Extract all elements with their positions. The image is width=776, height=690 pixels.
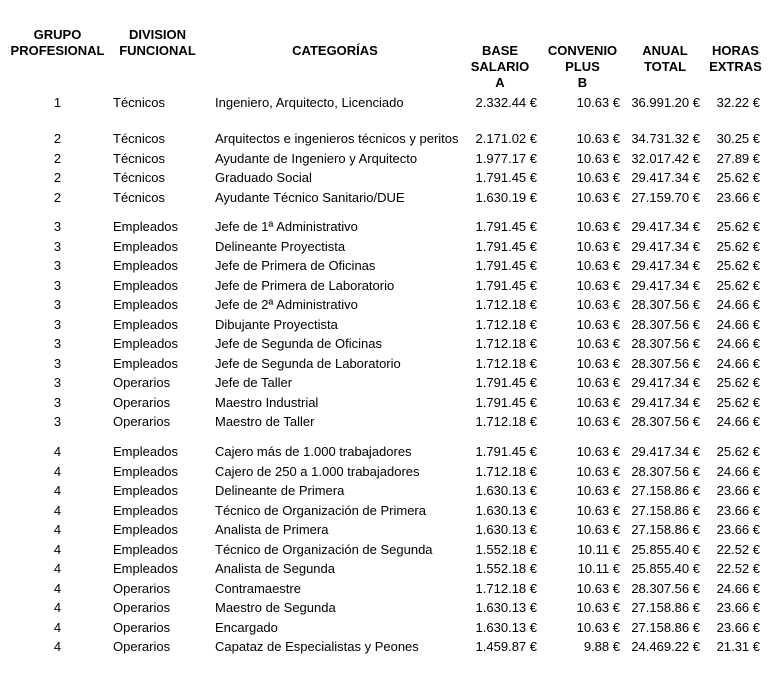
cell-grupo: 4 <box>53 600 62 615</box>
header-anual-total <box>625 27 705 91</box>
table-row <box>10 616 766 636</box>
header-line: CONVENIO <box>547 43 618 58</box>
cell-anual: 27.158.86 € <box>631 483 700 498</box>
table-row <box>10 128 766 148</box>
cell-division: Técnicos <box>113 131 166 146</box>
cell-categoria: Técnico de Organización de Primera <box>215 502 426 518</box>
cell-categoria: Dibujante Proyectista <box>215 316 338 332</box>
cell-anual: 28.307.56 € <box>631 414 700 429</box>
table-row <box>10 235 766 255</box>
cell-base: 2.332.44 € <box>475 94 537 110</box>
cell-convenio: 10.63 € <box>576 238 620 254</box>
cell-base: 1.791.45 € <box>475 219 537 234</box>
cell-division: Empleados <box>113 297 179 312</box>
salary-table <box>10 27 766 655</box>
cell-convenio: 10.63 € <box>576 414 620 429</box>
cell-convenio: 10.63 € <box>576 170 620 185</box>
cell-convenio: 10.63 € <box>576 394 620 410</box>
table-row <box>10 441 766 461</box>
cell-horas: 25.62 € <box>716 219 760 234</box>
cell-categoria: Contramaestre <box>215 580 301 596</box>
cell-grupo: 1 <box>53 94 62 110</box>
cell-base: 1.630.19 € <box>475 189 537 205</box>
cell-grupo: 3 <box>53 258 62 273</box>
cell-convenio: 10.63 € <box>576 375 620 390</box>
cell-anual: 27.158.86 € <box>631 600 700 615</box>
header-line: PLUS <box>565 59 600 74</box>
cell-categoria: Ayudante Técnico Sanitario/DUE <box>215 189 405 205</box>
table-row <box>10 538 766 558</box>
salary-table-body <box>10 91 766 655</box>
table-row <box>10 294 766 314</box>
cell-categoria: Graduado Social <box>215 170 312 185</box>
cell-horas: 24.66 € <box>716 316 760 332</box>
cell-anual: 29.417.34 € <box>631 258 700 273</box>
cell-grupo: 4 <box>53 561 62 576</box>
cell-grupo: 2 <box>53 189 62 205</box>
cell-horas: 30.25 € <box>716 131 760 146</box>
cell-categoria: Maestro de Segunda <box>215 600 336 615</box>
cell-base: 1.791.45 € <box>475 394 537 410</box>
cell-base: 1.791.45 € <box>475 277 537 293</box>
table-row <box>10 216 766 236</box>
cell-anual: 28.307.56 € <box>631 297 700 312</box>
cell-anual: 29.417.34 € <box>631 277 700 293</box>
header-convenio-plus <box>540 27 625 91</box>
cell-division: Empleados <box>113 219 179 234</box>
cell-base: 1.712.18 € <box>475 463 537 479</box>
cell-base: 1.791.45 € <box>475 375 537 390</box>
cell-grupo: 3 <box>53 277 62 293</box>
cell-base: 1.630.13 € <box>475 600 537 615</box>
cell-horas: 25.62 € <box>716 238 760 254</box>
cell-anual: 29.417.34 € <box>631 170 700 185</box>
cell-categoria: Jefe de 1ª Administrativo <box>215 219 358 234</box>
cell-categoria: Ayudante de Ingeniero y Arquitecto <box>215 150 418 166</box>
cell-anual: 28.307.56 € <box>631 580 700 596</box>
cell-convenio: 10.63 € <box>576 483 620 498</box>
cell-categoria: Analista de Primera <box>215 522 329 537</box>
cell-horas: 23.66 € <box>716 502 760 518</box>
cell-grupo: 3 <box>53 355 62 371</box>
cell-base: 1.791.45 € <box>475 238 537 254</box>
cell-anual: 27.158.86 € <box>631 522 700 537</box>
cell-horas: 24.66 € <box>716 297 760 312</box>
cell-anual: 25.855.40 € <box>631 541 700 557</box>
cell-division: Empleados <box>113 277 179 293</box>
cell-anual: 29.417.34 € <box>631 375 700 390</box>
cell-convenio: 10.63 € <box>576 219 620 234</box>
header-line: SALARIO <box>470 59 530 74</box>
cell-horas: 24.66 € <box>716 414 760 429</box>
cell-horas: 23.66 € <box>716 600 760 615</box>
cell-grupo: 4 <box>53 541 62 557</box>
cell-horas: 22.52 € <box>716 561 760 576</box>
cell-categoria: Delineante Proyectista <box>215 238 346 254</box>
cell-categoria: Ingeniero, Arquitecto, Licenciado <box>215 94 404 110</box>
cell-division: Empleados <box>113 444 179 459</box>
cell-categoria: Delineante de Primera <box>215 483 345 498</box>
cell-base: 1.712.18 € <box>475 336 537 351</box>
cell-grupo: 4 <box>53 502 62 518</box>
cell-division: Empleados <box>113 238 179 254</box>
header-line: BASE <box>481 43 519 58</box>
cell-anual: 29.417.34 € <box>631 219 700 234</box>
cell-division: Técnicos <box>113 150 166 166</box>
cell-convenio: 10.63 € <box>576 336 620 351</box>
cell-grupo: 4 <box>53 580 62 596</box>
header-grupo-profesional <box>10 27 105 91</box>
cell-grupo: 3 <box>53 394 62 410</box>
salary-table-header <box>10 27 766 91</box>
cell-grupo: 3 <box>53 316 62 332</box>
cell-grupo: 2 <box>53 150 62 166</box>
cell-base: 2.171.02 € <box>475 131 537 146</box>
cell-categoria: Capataz de Especialistas y Peones <box>215 639 419 654</box>
cell-division: Empleados <box>113 502 179 518</box>
cell-categoria: Jefe de Segunda de Laboratorio <box>215 355 401 371</box>
cell-horas: 24.66 € <box>716 580 760 596</box>
cell-convenio: 10.63 € <box>576 522 620 537</box>
cell-division: Operarios <box>113 600 171 615</box>
table-row <box>10 519 766 539</box>
cell-convenio: 10.63 € <box>576 355 620 371</box>
cell-categoria: Jefe de Segunda de Oficinas <box>215 336 382 351</box>
cell-horas: 23.66 € <box>716 522 760 537</box>
cell-division: Operarios <box>113 394 171 410</box>
cell-horas: 25.62 € <box>716 394 760 410</box>
cell-convenio: 10.63 € <box>576 258 620 273</box>
cell-base: 1.459.87 € <box>475 639 537 654</box>
cell-convenio: 10.63 € <box>576 619 620 635</box>
cell-division: Operarios <box>113 414 171 429</box>
group-spacer <box>10 206 766 216</box>
table-row <box>10 460 766 480</box>
cell-base: 1.630.13 € <box>475 522 537 537</box>
cell-categoria: Jefe de 2ª Administrativo <box>215 297 358 312</box>
cell-base: 1.791.45 € <box>475 170 537 185</box>
cell-base: 1.712.18 € <box>475 414 537 429</box>
cell-horas: 23.66 € <box>716 189 760 205</box>
cell-division: Operarios <box>113 375 171 390</box>
header-base-salario <box>460 27 540 91</box>
cell-categoria: Maestro Industrial <box>215 394 319 410</box>
header-line: B <box>577 75 588 90</box>
cell-convenio: 10.63 € <box>576 502 620 518</box>
header-categorias <box>210 27 460 91</box>
cell-division: Empleados <box>113 316 179 332</box>
cell-base: 1.712.18 € <box>475 580 537 596</box>
table-row <box>10 186 766 206</box>
cell-convenio: 10.63 € <box>576 94 620 110</box>
table-row <box>10 636 766 656</box>
header-line: CATEGORÍAS <box>292 43 378 58</box>
cell-base: 1.552.18 € <box>475 561 537 576</box>
group-spacer <box>10 430 766 441</box>
cell-convenio: 10.63 € <box>576 463 620 479</box>
header-line: TOTAL <box>643 59 687 74</box>
table-row <box>10 255 766 275</box>
cell-division: Técnicos <box>113 94 166 110</box>
table-row <box>10 91 766 111</box>
cell-grupo: 4 <box>53 639 62 654</box>
cell-convenio: 10.11 € <box>577 561 620 576</box>
cell-anual: 28.307.56 € <box>631 355 700 371</box>
cell-horas: 32.22 € <box>716 94 760 110</box>
cell-division: Técnicos <box>113 189 166 205</box>
cell-anual: 28.307.56 € <box>631 463 700 479</box>
cell-base: 1.712.18 € <box>475 297 537 312</box>
cell-categoria: Jefe de Primera de Laboratorio <box>215 277 395 293</box>
cell-base: 1.791.45 € <box>475 258 537 273</box>
cell-categoria: Técnico de Organización de Segunda <box>215 541 433 557</box>
cell-grupo: 3 <box>53 238 62 254</box>
cell-base: 1.630.13 € <box>475 619 537 635</box>
cell-anual: 27.159.70 € <box>631 189 700 205</box>
cell-anual: 36.991.20 € <box>631 94 700 110</box>
cell-division: Operarios <box>113 580 171 596</box>
cell-convenio: 10.63 € <box>576 600 620 615</box>
cell-division: Empleados <box>113 522 179 537</box>
cell-grupo: 3 <box>53 414 62 429</box>
group-spacer-cell <box>10 111 766 128</box>
cell-horas: 23.66 € <box>716 619 760 635</box>
cell-horas: 25.62 € <box>716 170 760 185</box>
table-row <box>10 597 766 617</box>
cell-categoria: Cajero de 250 a 1.000 trabajadores <box>215 463 420 479</box>
cell-categoria: Jefe de Taller <box>215 375 293 390</box>
cell-grupo: 3 <box>53 375 62 390</box>
table-row <box>10 391 766 411</box>
cell-grupo: 3 <box>53 336 62 351</box>
table-row <box>10 147 766 167</box>
cell-anual: 29.417.34 € <box>631 238 700 254</box>
cell-horas: 24.66 € <box>716 355 760 371</box>
cell-horas: 25.62 € <box>716 258 760 273</box>
cell-division: Técnicos <box>113 170 166 185</box>
cell-convenio: 10.63 € <box>576 131 620 146</box>
cell-division: Empleados <box>113 561 179 576</box>
cell-convenio: 10.11 € <box>577 541 620 557</box>
cell-anual: 34.731.32 € <box>631 131 700 146</box>
cell-convenio: 10.63 € <box>576 316 620 332</box>
cell-grupo: 3 <box>53 219 62 234</box>
cell-base: 1.712.18 € <box>475 316 537 332</box>
cell-grupo: 4 <box>53 522 62 537</box>
cell-horas: 23.66 € <box>716 483 760 498</box>
cell-horas: 25.62 € <box>716 277 760 293</box>
cell-division: Empleados <box>113 336 179 351</box>
cell-convenio: 10.63 € <box>576 150 620 166</box>
cell-grupo: 4 <box>53 444 62 459</box>
cell-categoria: Encargado <box>215 619 278 635</box>
header-line: EXTRAS <box>709 59 762 74</box>
header-line: PROFESIONAL <box>10 43 105 58</box>
cell-anual: 28.307.56 € <box>631 316 700 332</box>
cell-anual: 27.158.86 € <box>631 502 700 518</box>
table-row <box>10 167 766 187</box>
table-row <box>10 333 766 353</box>
table-row <box>10 480 766 500</box>
cell-base: 1.791.45 € <box>475 444 537 459</box>
cell-anual: 28.307.56 € <box>631 336 700 351</box>
cell-convenio: 10.63 € <box>576 444 620 459</box>
cell-horas: 21.31 € <box>716 639 760 654</box>
cell-categoria: Cajero más de 1.000 trabajadores <box>215 444 412 459</box>
cell-horas: 27.89 € <box>716 150 760 166</box>
table-row <box>10 352 766 372</box>
cell-grupo: 2 <box>53 170 62 185</box>
table-row <box>10 577 766 597</box>
cell-base: 1.630.13 € <box>475 483 537 498</box>
group-spacer-cell <box>10 206 766 216</box>
header-line: FUNCIONAL <box>119 43 196 58</box>
table-row <box>10 558 766 578</box>
cell-categoria: Analista de Segunda <box>215 561 335 576</box>
group-spacer <box>10 111 766 128</box>
cell-base: 1.630.13 € <box>475 502 537 518</box>
cell-base: 1.552.18 € <box>475 541 537 557</box>
cell-division: Empleados <box>113 355 179 371</box>
table-row <box>10 411 766 431</box>
header-line: ANUAL <box>642 43 688 58</box>
salary-table-page <box>0 27 776 690</box>
group-spacer-cell <box>10 430 766 441</box>
cell-categoria: Maestro de Taller <box>215 414 315 429</box>
cell-grupo: 3 <box>53 297 62 312</box>
cell-anual: 32.017.42 € <box>631 150 700 166</box>
cell-horas: 24.66 € <box>716 463 760 479</box>
cell-convenio: 10.63 € <box>576 189 620 205</box>
table-row <box>10 274 766 294</box>
cell-convenio: 10.63 € <box>576 277 620 293</box>
header-line: GRUPO <box>33 27 82 42</box>
header-line: HORAS <box>712 43 759 58</box>
cell-base: 1.977.17 € <box>475 150 537 166</box>
header-line: A <box>495 75 505 90</box>
cell-division: Operarios <box>113 639 171 654</box>
cell-convenio: 10.63 € <box>576 297 620 312</box>
cell-grupo: 4 <box>53 619 62 635</box>
header-horas-extras <box>705 27 766 91</box>
cell-convenio: 9.88 € <box>583 639 620 654</box>
table-row <box>10 372 766 392</box>
cell-grupo: 4 <box>53 463 62 479</box>
cell-division: Empleados <box>113 463 179 479</box>
cell-categoria: Jefe de Primera de Oficinas <box>215 258 376 273</box>
cell-anual: 29.417.34 € <box>631 444 700 459</box>
cell-categoria: Arquitectos e ingenieros técnicos y peritos <box>215 131 459 146</box>
cell-horas: 22.52 € <box>716 541 760 557</box>
cell-anual: 29.417.34 € <box>631 394 700 410</box>
cell-horas: 25.62 € <box>716 375 760 390</box>
cell-anual: 24.469.22 € <box>631 639 700 654</box>
cell-convenio: 10.63 € <box>576 580 620 596</box>
cell-horas: 25.62 € <box>716 444 760 459</box>
cell-division: Empleados <box>113 483 179 498</box>
cell-horas: 24.66 € <box>716 336 760 351</box>
header-line: DIVISION <box>128 27 187 42</box>
cell-division: Empleados <box>113 258 179 273</box>
cell-grupo: 2 <box>53 131 62 146</box>
cell-division: Operarios <box>113 619 171 635</box>
header-row <box>10 27 766 91</box>
cell-division: Empleados <box>113 541 179 557</box>
table-row <box>10 499 766 519</box>
cell-anual: 27.158.86 € <box>631 619 700 635</box>
table-row <box>10 313 766 333</box>
cell-anual: 25.855.40 € <box>631 561 700 576</box>
cell-base: 1.712.18 € <box>475 355 537 371</box>
header-division-funcional <box>105 27 210 91</box>
cell-grupo: 4 <box>53 483 62 498</box>
